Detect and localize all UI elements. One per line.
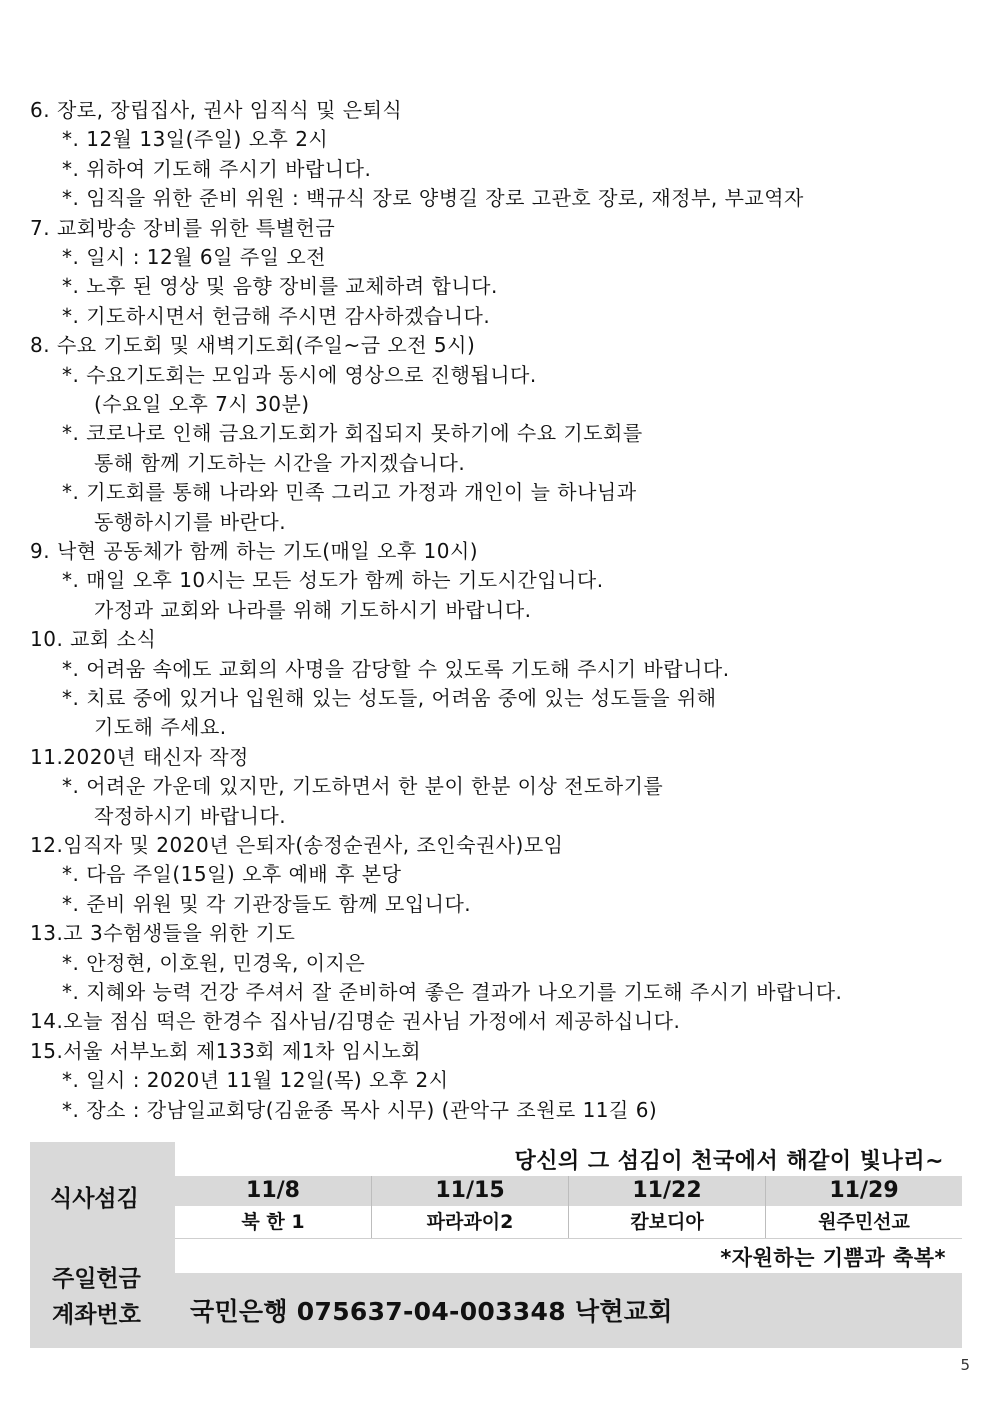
list-item: *. 치료 중에 있거나 입원해 있는 성도들, 어려움 중에 있는 성도들을 위해 — [62, 686, 717, 710]
section-heading: 10. 교회 소식 — [30, 627, 157, 652]
section-heading: 11.2020년 태신자 작정 — [30, 744, 249, 769]
page-number: 5 — [960, 1356, 970, 1374]
list-item: 통해 함께 기도하는 시간을 가지겠습니다. — [94, 450, 466, 475]
list-item: 가정과 교회와 나라를 위해 기도하시기 바랍니다. — [94, 597, 532, 622]
section-heading: 15.서울 서부노회 제133회 제1차 임시노회 — [30, 1038, 422, 1063]
list-item: *. 안정현, 이호원, 민경욱, 이지은 — [62, 950, 366, 975]
group-cell: 파라과이2 — [426, 1211, 514, 1233]
tagline: 당신의 그 섬김이 천국에서 해같이 빛나리~ — [514, 1149, 944, 1174]
list-item: *. 매일 오후 10시는 모든 성도가 함께 하는 기도시간입니다. — [62, 568, 604, 593]
group-cell: 캄보디아 — [630, 1211, 704, 1233]
date-cell: 11/8 — [246, 1178, 300, 1203]
list-item: (수요일 오후 7시 30분) — [94, 392, 310, 416]
list-item: *. 수요기도회는 모임과 동시에 영상으로 진행됩니다. — [62, 362, 537, 387]
list-item: *. 노후 된 영상 및 음향 장비를 교체하려 합니다. — [62, 274, 498, 299]
section-heading: 14.오늘 점심 떡은 한경수 집사님/김명순 권사님 가정에서 제공하십니다. — [30, 1009, 681, 1034]
list-item: *. 위하여 기도해 주시기 바랍니다. — [62, 156, 372, 181]
date-cell: 11/15 — [435, 1178, 505, 1203]
list-item: *. 임직을 위한 준비 위원 : 백규식 장로 양병길 장로 고관호 장로, 재정부, 부교역자 — [62, 186, 804, 211]
list-item: 기도해 주세요. — [94, 715, 227, 740]
list-item: *. 12월 13일(주일) 오후 2시 — [62, 127, 329, 152]
list-item: *. 장소 : 강남일교회당(김윤종 목사 시무) (관악구 조원로 11길 6) — [62, 1097, 658, 1122]
column-divider — [765, 1176, 766, 1238]
offering-note: *자원하는 기쁨과 축복* — [720, 1246, 946, 1270]
section-heading: 8. 수요 기도회 및 새벽기도회(주일~금 오전 5시) — [30, 333, 476, 358]
column-divider — [568, 1176, 569, 1238]
list-item: *. 다음 주일(15일) 오후 예배 후 본당 — [62, 862, 402, 887]
list-item: *. 일시 : 2020년 11월 12일(목) 오후 2시 — [62, 1068, 449, 1093]
list-item: 동행하시기를 바란다. — [94, 509, 287, 534]
list-item: 작정하시기 바랍니다. — [94, 803, 287, 828]
list-item: *. 지혜와 능력 건강 주셔서 잘 준비하여 좋은 결과가 나오기를 기도해 주시기 바랍니다. — [62, 980, 843, 1004]
service-box — [30, 1142, 962, 1348]
account-number: 국민은행 075637-04-003348 낙현교회 — [190, 1297, 673, 1326]
section-heading: 12.임직자 및 2020년 은퇴자(송정순권사, 조인숙권사)모임 — [30, 833, 564, 857]
section-heading: 7. 교회방송 장비를 위한 특별헌금 — [30, 215, 336, 240]
tagline-cell — [175, 1142, 962, 1176]
list-item: *. 어려움 속에도 교회의 사명을 감당할 수 있도록 기도해 주시기 바랍니다. — [62, 656, 730, 681]
offering-label: 주일헌금 — [52, 1266, 141, 1292]
date-cell: 11/22 — [632, 1178, 702, 1203]
offering-note-cell — [175, 1238, 962, 1273]
meal-service-label: 식사섬김 — [50, 1186, 139, 1212]
account-label: 계좌번호 — [52, 1302, 141, 1328]
list-item: *. 일시 : 12월 6일 주일 오전 — [62, 245, 326, 269]
list-item: *. 기도회를 통해 나라와 민족 그리고 가정과 개인이 늘 하나님과 — [62, 480, 637, 505]
list-item: *. 어려운 가운데 있지만, 기도하면서 한 분이 한분 이상 전도하기를 — [62, 774, 664, 799]
section-heading: 6. 장로, 장립집사, 권사 임직식 및 은퇴식 — [30, 98, 403, 122]
group-cell: 원주민선교 — [818, 1211, 910, 1233]
column-divider — [371, 1176, 372, 1238]
list-item: *. 코로나로 인해 금요기도회가 회집되지 못하기에 수요 기도회를 — [62, 421, 643, 446]
group-cell: 북 한 1 — [241, 1211, 305, 1233]
section-heading: 13.고 3수험생들을 위한 기도 — [30, 921, 296, 946]
list-item: *. 준비 위원 및 각 기관장들도 함께 모입니다. — [62, 891, 472, 916]
section-heading: 9. 낙현 공동체가 함께 하는 기도(매일 오후 10시) — [30, 539, 479, 563]
date-cell: 11/29 — [829, 1178, 899, 1203]
list-item: *. 기도하시면서 헌금해 주시면 감사하겠습니다. — [62, 303, 491, 328]
